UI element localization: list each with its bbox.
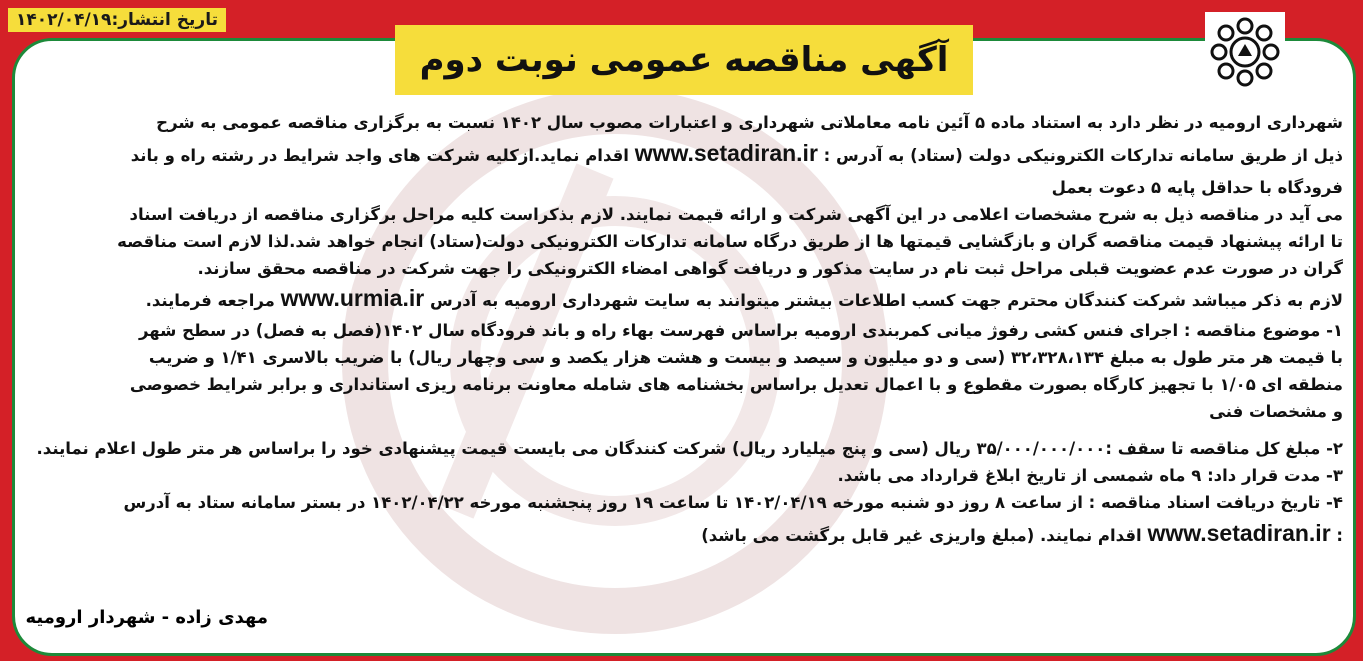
body-line-7-post: مراجعه فرمایند. bbox=[145, 291, 275, 310]
body-line-15 bbox=[701, 520, 1343, 547]
body-line-10-text: منطقه ای ۱/۰۵ با تجهیز کارگاه بصورت مقطوع و با اعمال تعدیل براساس بخشنامه های شامله معاونت برنامه ریزی استانداری و برابر شرایط خصوصی bbox=[129, 375, 1343, 394]
publish-date-badge: تاریخ انتشار:۱۴۰۲/۰۴/۱۹ bbox=[8, 8, 226, 32]
setadiran-url-link-2[interactable]: www.setadiran.ir bbox=[1147, 520, 1331, 546]
body-line-8 bbox=[139, 321, 1343, 340]
body-line-1 bbox=[156, 113, 1343, 132]
body-line-11 bbox=[1209, 402, 1343, 421]
body-line-14 bbox=[123, 493, 1343, 512]
body-line-13-text: ۳- مدت قرار داد: ۹ ماه شمسی از تاریخ ابلاغ قرارداد می باشد. bbox=[837, 466, 1343, 485]
body-line-2-post: اقدام نماید.ازکلیه شرکت های واجد شرایط در رشته راه و باند bbox=[130, 146, 629, 165]
body-line-2 bbox=[131, 140, 1343, 167]
body-line-12-text: ۲- مبلغ کل مناقصه تا سقف :۳۵/۰۰۰/۰۰۰/۰۰۰ ریال (سی و پنج میلیارد ریال) شرکت کنندگان می بایست قیمت پیشنهادی خود را براساس هر متر طول اعلام نمایند. bbox=[36, 439, 1343, 458]
body-line-11-text: و مشخصات فنی bbox=[1209, 402, 1343, 421]
body-line-9-text: با قیمت هر متر طول به مبلغ ۳۲،۳۲۸،۱۳۴ (سی و دو میلیون و سیصد و بیست و هشت هزار یکصد و سی وچهار ریال) با ضریب بالاسری ۱/۴۱ و ضریب bbox=[148, 348, 1343, 367]
body-line-3 bbox=[1052, 178, 1343, 197]
body-line-15-pre: : bbox=[1336, 526, 1343, 545]
ad-content bbox=[15, 41, 1353, 653]
body-line-7 bbox=[146, 285, 1343, 312]
body-line-3-text: فرودگاه با حداقل پایه ۵ دعوت بعمل bbox=[1051, 178, 1343, 197]
body-line-5-text: تا ارائه پیشنهاد قیمت مناقصه گران و بازگشایی قیمتها ها از طریق درگاه سامانه تدارکات الکترونیکی دولت(ستاد) انجام خواهد شد.لذا لازم است مناقصه bbox=[117, 232, 1343, 251]
body-line-14-text: ۴- تاریخ دریافت اسناد مناقصه : از ساعت ۸ روز دو شنبه مورخه ۱۴۰۲/۰۴/۱۹ تا ساعت ۱۹ روز پنجشنبه مورخه ۱۴۰۲/۰۴/۲۲ در بستر سامانه ستاد به آدرس bbox=[123, 493, 1343, 512]
body-line-2-pre: ذیل از طریق سامانه تدارکات الکترونیکی دولت (ستاد) به آدرس : bbox=[823, 146, 1343, 165]
body-line-5 bbox=[117, 232, 1343, 251]
body-line-1-text: شهرداری ارومیه در نظر دارد به استناد ماده ۵ آئین نامه معاملاتی شهرداری و اعتبارات مصوب سال ۱۴۰۲ نسبت به برگزاری مناقصه عمومی به شرح bbox=[156, 113, 1343, 132]
body-line-9 bbox=[149, 348, 1343, 367]
body-line-8-text: ۱- موضوع مناقصه : اجرای فنس کشی رفوژ میانی کمربندی ارومیه براساس فهرست بهاء راه و باند فرودگاه سال ۱۴۰۲(فصل به فصل) در سطح شهر bbox=[138, 321, 1343, 340]
body-line-4-text: می آید در مناقصه ذیل به شرح مشخصات اعلامی در این آگهی شرکت و ارائه قیمت نمایند. لازم بذکراست کلیه مراحل برگزاری مناقصه از دریافت اسناد bbox=[129, 205, 1343, 224]
ad-panel bbox=[12, 38, 1356, 656]
body-line-13 bbox=[837, 466, 1343, 485]
body-line-12 bbox=[37, 439, 1343, 458]
body-line-6 bbox=[197, 259, 1343, 278]
signature: مهدی زاده - شهردار ارومیه bbox=[25, 607, 268, 628]
setadiran-url-link[interactable]: www.setadiran.ir bbox=[634, 140, 818, 166]
page-title: آگهی مناقصه عمومی نوبت دوم bbox=[419, 40, 949, 80]
body-line-15-post: اقدام نمایند. (مبلغ واریزی غیر قابل برگشت می باشد) bbox=[701, 526, 1142, 545]
body-line-6-text: گران در صورت عدم عضویت قبلی مراحل ثبت نام در سایت مذکور و دریافت گواهی امضاء الکترونیکی را جهت شرکت در مناقصه محقق سازند. bbox=[197, 259, 1343, 278]
body-line-4 bbox=[130, 205, 1343, 224]
municipality-emblem-icon bbox=[1205, 12, 1285, 92]
urmia-url-link[interactable]: www.urmia.ir bbox=[280, 285, 425, 311]
body-line-7-pre: لازم به ذکر میباشد شرکت کنندگان محترم جهت کسب اطلاعات بیشتر میتوانند به سایت شهرداری ارومیه به آدرس bbox=[429, 291, 1343, 310]
body-line-10 bbox=[130, 375, 1343, 394]
